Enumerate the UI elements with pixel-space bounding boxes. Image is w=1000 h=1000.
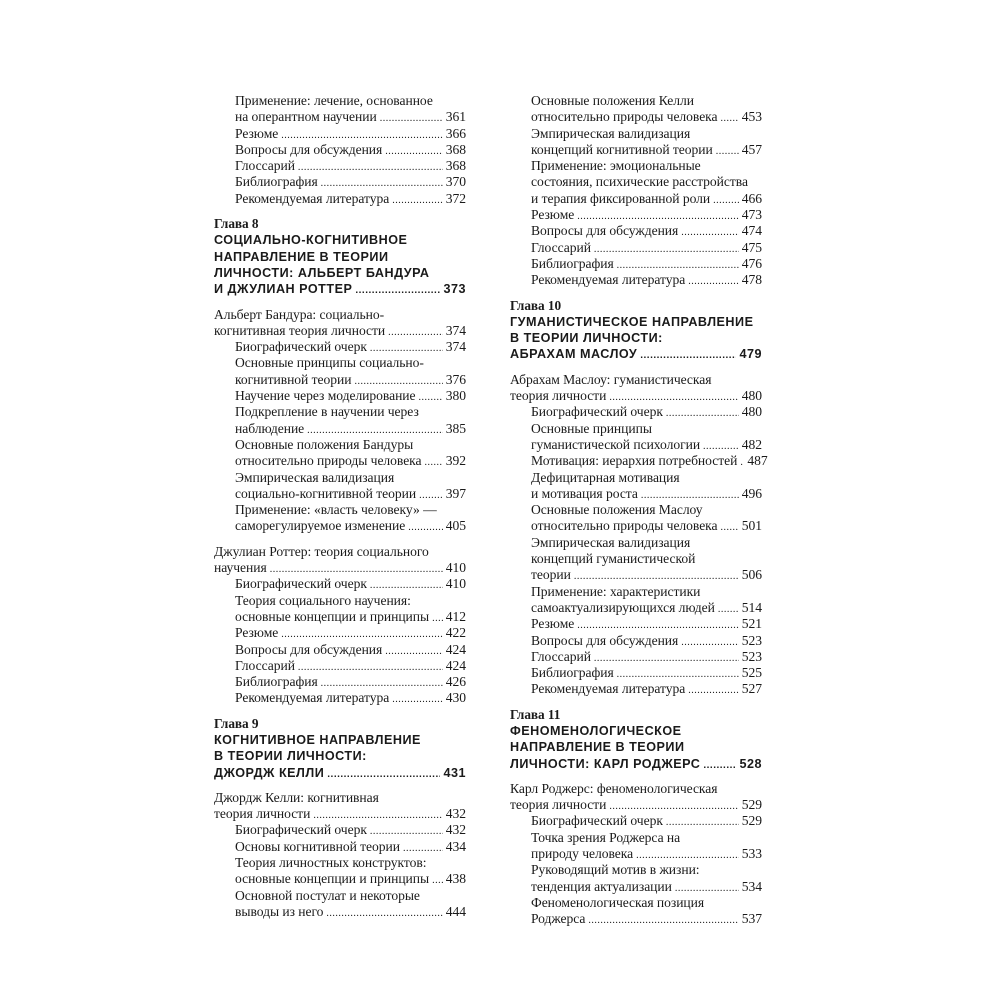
toc-subentry bbox=[510, 830, 762, 846]
toc-subentry bbox=[214, 674, 466, 690]
dot-leader bbox=[385, 144, 443, 160]
page-number: 385 bbox=[445, 420, 466, 436]
dot-leader bbox=[713, 193, 739, 209]
entry-text: когнитивная теория личности bbox=[214, 322, 386, 338]
toc-subentry bbox=[214, 642, 466, 658]
page-number: 380 bbox=[445, 388, 466, 404]
entry-text: Джулиан Роттер: теория социального bbox=[214, 543, 429, 559]
entry-text: теория личности bbox=[510, 388, 607, 404]
page-number: 534 bbox=[741, 878, 762, 894]
page-number: 444 bbox=[445, 903, 466, 919]
entry-text: Биографический очерк bbox=[235, 576, 367, 592]
entry-text: КОГНИТИВНОЕ НАПРАВЛЕНИЕ bbox=[214, 732, 421, 747]
entry-text: теория личности bbox=[510, 797, 607, 813]
page-number: 432 bbox=[445, 806, 466, 822]
entry-text: наблюдение bbox=[235, 420, 305, 436]
toc-subentry bbox=[510, 911, 762, 927]
dot-leader bbox=[388, 325, 443, 341]
toc-subentry bbox=[510, 633, 762, 649]
entry-text: Основные принципы социально- bbox=[235, 355, 424, 371]
dot-leader bbox=[327, 767, 440, 783]
toc-subentry bbox=[510, 502, 762, 518]
dot-leader bbox=[703, 758, 736, 774]
entry-text: Вопросы для обсуждения bbox=[531, 223, 679, 239]
toc-subentry bbox=[214, 658, 466, 674]
toc-subentry bbox=[510, 109, 762, 125]
page-number: 368 bbox=[445, 158, 466, 174]
entry-text: на оперантном научении bbox=[235, 109, 377, 125]
entry-text: Вопросы для обсуждения bbox=[235, 641, 383, 657]
page-number: 361 bbox=[445, 109, 466, 125]
entry-text: В ТЕОРИИ ЛИЧНОСТИ: bbox=[510, 331, 663, 346]
dot-leader bbox=[392, 692, 443, 708]
toc-subentry bbox=[214, 421, 466, 437]
dot-leader bbox=[408, 520, 443, 536]
entry-text: Подкрепление в научении через bbox=[235, 404, 419, 420]
page-number: 424 bbox=[445, 641, 466, 657]
toc-subentry bbox=[510, 256, 762, 272]
page-number: 431 bbox=[443, 765, 466, 780]
dot-leader bbox=[640, 348, 736, 364]
toc-subentry bbox=[510, 240, 762, 256]
toc-subentry bbox=[214, 191, 466, 207]
chapter-title-line bbox=[214, 765, 466, 781]
toc-subentry bbox=[214, 625, 466, 641]
toc-column-right bbox=[510, 93, 768, 928]
entry-text: концепций гуманистической bbox=[531, 551, 696, 567]
page-number: 466 bbox=[741, 190, 762, 206]
page-number: 528 bbox=[739, 756, 762, 771]
toc-subentry bbox=[214, 109, 466, 125]
toc-subentry bbox=[214, 158, 466, 174]
entry-text: теории bbox=[531, 567, 571, 583]
entry-text: когнитивной теории bbox=[235, 371, 352, 387]
toc-subentry bbox=[510, 681, 762, 697]
chapter-title-line bbox=[510, 723, 762, 739]
page-number: 525 bbox=[741, 665, 762, 681]
entry-text: Феноменологическая позиция bbox=[531, 894, 705, 910]
entry-text: Теория личностных конструктов: bbox=[235, 855, 427, 871]
page-number: 410 bbox=[445, 560, 466, 576]
toc-entry bbox=[214, 307, 466, 323]
entry-text: Вопросы для обсуждения bbox=[531, 632, 679, 648]
toc-subentry bbox=[510, 126, 762, 142]
entry-text: АБРАХАМ МАСЛОУ bbox=[510, 347, 638, 362]
toc-subentry bbox=[510, 142, 762, 158]
toc-subentry bbox=[214, 690, 466, 706]
chapter-title-line bbox=[214, 281, 466, 297]
dot-leader bbox=[588, 913, 738, 929]
dot-leader bbox=[298, 660, 443, 676]
entry-text: Основные положения Келли bbox=[531, 93, 694, 108]
page-number: 529 bbox=[741, 797, 762, 813]
dot-leader bbox=[718, 602, 739, 618]
page-number: 476 bbox=[741, 255, 762, 271]
toc-subentry bbox=[510, 421, 762, 437]
page-number: 537 bbox=[741, 911, 762, 927]
toc-subentry bbox=[214, 174, 466, 190]
entry-text: относительно природы человека bbox=[235, 453, 422, 469]
entry-text: Биографический очерк bbox=[531, 813, 663, 829]
entry-text: ГУМАНИСТИЧЕСКОЕ НАПРАВЛЕНИЕ bbox=[510, 314, 754, 329]
toc-subentry bbox=[214, 839, 466, 855]
entry-text: Основные положения Маслоу bbox=[531, 502, 703, 518]
chapter-title-line bbox=[510, 346, 762, 362]
page-number: 514 bbox=[741, 599, 762, 615]
toc-subentry bbox=[214, 576, 466, 592]
dot-leader bbox=[392, 193, 443, 209]
entry-text: Основные положения Бандуры bbox=[235, 436, 414, 452]
toc-subentry bbox=[510, 191, 762, 207]
page-number: 478 bbox=[741, 272, 762, 288]
dot-leader bbox=[385, 644, 443, 660]
entry-text: Резюме bbox=[531, 616, 575, 632]
dot-leader bbox=[740, 455, 744, 471]
toc-entry bbox=[214, 323, 466, 339]
page-number: 487 bbox=[747, 453, 768, 469]
toc-subentry bbox=[510, 846, 762, 862]
page-number: 438 bbox=[445, 871, 466, 887]
page-number: 366 bbox=[445, 125, 466, 141]
page-number: 434 bbox=[445, 838, 466, 854]
toc-subentry bbox=[510, 486, 762, 502]
entry-text: Теория социального научения: bbox=[235, 592, 411, 608]
toc-subentry bbox=[510, 470, 762, 486]
toc-subentry bbox=[510, 437, 762, 453]
toc-subentry bbox=[214, 904, 466, 920]
page-number: 482 bbox=[741, 436, 762, 452]
entry-text: Резюме bbox=[531, 207, 575, 223]
entry-text: ЛИЧНОСТИ: КАРЛ РОДЖЕРС bbox=[510, 756, 701, 771]
entry-text: основные концепции и принципы bbox=[235, 608, 430, 624]
entry-text: относительно природы человека bbox=[531, 518, 718, 534]
entry-text: Руководящий мотив в жизни: bbox=[531, 862, 700, 878]
entry-text: ЛИЧНОСТИ: АЛЬБЕРТ БАНДУРА bbox=[214, 265, 430, 280]
page-number: 533 bbox=[741, 846, 762, 862]
page-number: 430 bbox=[445, 690, 466, 706]
toc-subentry bbox=[510, 551, 762, 567]
page-number: 506 bbox=[741, 567, 762, 583]
entry-text: НАПРАВЛЕНИЕ В ТЕОРИИ bbox=[510, 740, 685, 755]
entry-text: тенденция актуализации bbox=[531, 878, 672, 894]
page-number: 523 bbox=[741, 632, 762, 648]
entry-text: относительно природы человека bbox=[531, 109, 718, 125]
toc-subentry bbox=[510, 207, 762, 223]
entry-text: Библиография bbox=[235, 174, 318, 190]
entry-text: Резюме bbox=[235, 625, 279, 641]
entry-text: ДЖОРДЖ КЕЛЛИ bbox=[214, 765, 325, 780]
toc-subentry bbox=[510, 649, 762, 665]
chapter-title-line bbox=[510, 739, 762, 755]
entry-text: Основные принципы bbox=[531, 420, 652, 436]
toc-subentry bbox=[214, 388, 466, 404]
entry-text: Глоссарий bbox=[531, 239, 591, 255]
toc-subentry bbox=[510, 158, 762, 174]
toc-subentry bbox=[510, 272, 762, 288]
entry-text: научения bbox=[214, 560, 267, 576]
entry-text: Применение: характеристики bbox=[531, 583, 701, 599]
page-number: 374 bbox=[445, 339, 466, 355]
dot-leader bbox=[716, 144, 739, 160]
page-number: 453 bbox=[741, 109, 762, 125]
dot-leader bbox=[688, 274, 739, 290]
dot-leader bbox=[432, 873, 443, 889]
page-number: 397 bbox=[445, 485, 466, 501]
page-number: 392 bbox=[445, 453, 466, 469]
page-number: 376 bbox=[445, 371, 466, 387]
page-number: 432 bbox=[445, 822, 466, 838]
dot-leader bbox=[721, 111, 739, 127]
page-number: 424 bbox=[445, 657, 466, 673]
toc-subentry bbox=[510, 584, 762, 600]
entry-text: Рекомендуемая литература bbox=[531, 272, 686, 288]
page-number: 480 bbox=[741, 404, 762, 420]
page-number: 496 bbox=[741, 485, 762, 501]
entry-text: Точка зрения Роджерса на bbox=[531, 829, 681, 845]
toc-subentry bbox=[214, 453, 466, 469]
dot-leader bbox=[594, 242, 739, 258]
dot-leader bbox=[355, 283, 440, 299]
entry-text: и терапия фиксированной роли bbox=[531, 190, 711, 206]
toc-subentry bbox=[510, 862, 762, 878]
chapter-title-line bbox=[214, 748, 466, 764]
toc-subentry bbox=[214, 822, 466, 838]
entry-text: Роджерса bbox=[531, 911, 586, 927]
dot-leader bbox=[380, 111, 443, 127]
dot-leader bbox=[425, 455, 443, 471]
page-number: 474 bbox=[741, 223, 762, 239]
page-number: 523 bbox=[741, 648, 762, 664]
page-number: 368 bbox=[445, 141, 466, 157]
page-number: 521 bbox=[741, 616, 762, 632]
dot-leader bbox=[681, 635, 739, 651]
entry-text: Эмпирическая валидизация bbox=[531, 534, 691, 550]
chapter-title-line bbox=[510, 330, 762, 346]
toc-subentry bbox=[510, 174, 762, 190]
toc-entry bbox=[214, 806, 466, 822]
toc-entry bbox=[214, 544, 466, 560]
entry-text: Глава 10 bbox=[510, 297, 562, 313]
entry-text: Основы когнитивной теории bbox=[235, 838, 400, 854]
entry-text: Глоссарий bbox=[235, 657, 295, 673]
page-number: 373 bbox=[443, 282, 466, 297]
chapter-title-line bbox=[510, 756, 762, 772]
toc-entry bbox=[510, 781, 762, 797]
entry-text: Вопросы для обсуждения bbox=[235, 141, 383, 157]
entry-text: Рекомендуемая литература bbox=[235, 190, 390, 206]
toc-subentry bbox=[510, 895, 762, 911]
entry-text: теория личности bbox=[214, 806, 311, 822]
entry-text: Глава 11 bbox=[510, 706, 561, 722]
chapter-title-line bbox=[214, 232, 466, 248]
toc-subentry bbox=[510, 535, 762, 551]
toc-subentry bbox=[214, 355, 466, 371]
toc-subentry bbox=[214, 372, 466, 388]
toc-entry bbox=[214, 560, 466, 576]
entry-text: Эмпирическая валидизация bbox=[531, 125, 691, 141]
entry-text: ФЕНОМЕНОЛОГИЧЕСКОЕ bbox=[510, 723, 682, 738]
dot-leader bbox=[681, 225, 739, 241]
entry-text: Научение через моделирование bbox=[235, 388, 416, 404]
dot-leader bbox=[298, 160, 443, 176]
toc-subentry bbox=[214, 126, 466, 142]
entry-text: В ТЕОРИИ ЛИЧНОСТИ: bbox=[214, 749, 367, 764]
page-number: 412 bbox=[445, 608, 466, 624]
page-number: 473 bbox=[741, 207, 762, 223]
chapter-number bbox=[214, 716, 466, 732]
entry-text: саморегулируемое изменение bbox=[235, 518, 406, 534]
toc-subentry bbox=[510, 404, 762, 420]
page-number: 422 bbox=[445, 625, 466, 641]
toc-subentry bbox=[214, 93, 466, 109]
dot-leader bbox=[721, 520, 739, 536]
toc-entry bbox=[510, 388, 762, 404]
page-number: 501 bbox=[741, 518, 762, 534]
entry-text: Резюме bbox=[235, 125, 279, 141]
chapter-title-line bbox=[510, 314, 762, 330]
toc-subentry bbox=[510, 879, 762, 895]
page-number: 479 bbox=[739, 347, 762, 362]
entry-text: и мотивация роста bbox=[531, 485, 638, 501]
chapter-title-line bbox=[214, 249, 466, 265]
entry-text: Библиография bbox=[235, 674, 318, 690]
entry-text: Дефицитарная мотивация bbox=[531, 469, 680, 485]
entry-text: самоактуализирующихся людей bbox=[531, 599, 715, 615]
toc-subentry bbox=[510, 93, 762, 109]
toc-subentry bbox=[214, 888, 466, 904]
page-number: 372 bbox=[445, 190, 466, 206]
entry-text: гуманистической психологии bbox=[531, 436, 701, 452]
toc-subentry bbox=[214, 609, 466, 625]
chapter-title-line bbox=[214, 265, 466, 281]
entry-text: Рекомендуемая литература bbox=[235, 690, 390, 706]
page-number: 426 bbox=[445, 674, 466, 690]
entry-text: Джордж Келли: когнитивная bbox=[214, 789, 379, 805]
page-number: 370 bbox=[445, 174, 466, 190]
page-number: 527 bbox=[741, 681, 762, 697]
chapter-number bbox=[214, 216, 466, 232]
entry-text: Глава 9 bbox=[214, 715, 259, 731]
toc-entry bbox=[510, 797, 762, 813]
entry-text: Рекомендуемая литература bbox=[531, 681, 686, 697]
page-number: 480 bbox=[741, 388, 762, 404]
toc-column-left bbox=[214, 93, 466, 920]
toc-subentry bbox=[214, 404, 466, 420]
toc-subentry bbox=[214, 486, 466, 502]
toc-entry bbox=[510, 372, 762, 388]
toc-subentry bbox=[510, 600, 762, 616]
entry-text: Биографический очерк bbox=[235, 339, 367, 355]
entry-text: Биографический очерк bbox=[235, 822, 367, 838]
toc-subentry bbox=[510, 518, 762, 534]
toc-subentry bbox=[214, 502, 466, 518]
toc-entry bbox=[214, 790, 466, 806]
entry-text: Применение: «власть человеку» — bbox=[235, 502, 437, 518]
entry-text: состояния, психические расстройства bbox=[531, 174, 748, 190]
entry-text: Альберт Бандура: социально- bbox=[214, 306, 385, 322]
toc-subentry bbox=[510, 813, 762, 829]
chapter-number bbox=[510, 298, 762, 314]
entry-text: Карл Роджерс: феноменологическая bbox=[510, 780, 718, 796]
dot-leader bbox=[688, 683, 739, 699]
page-number: 457 bbox=[741, 141, 762, 157]
chapter-number bbox=[510, 707, 762, 723]
entry-text: Применение: лечение, основанное bbox=[235, 93, 433, 108]
entry-text: основные концепции и принципы bbox=[235, 871, 430, 887]
toc-subentry bbox=[214, 518, 466, 534]
dot-leader bbox=[432, 611, 443, 627]
toc-subentry bbox=[214, 470, 466, 486]
entry-text: Глоссарий bbox=[235, 158, 295, 174]
toc-subentry bbox=[214, 871, 466, 887]
toc-subentry bbox=[510, 453, 768, 469]
entry-text: Глоссарий bbox=[531, 648, 591, 664]
entry-text: концепций когнитивной теории bbox=[531, 141, 713, 157]
toc-subentry bbox=[510, 616, 762, 632]
dot-leader bbox=[594, 651, 739, 667]
entry-text: социально-когнитивной теории bbox=[235, 485, 417, 501]
entry-text: Библиография bbox=[531, 665, 614, 681]
toc-subentry bbox=[510, 223, 762, 239]
entry-text: Основной постулат и некоторые bbox=[235, 887, 420, 903]
page-number: 475 bbox=[741, 239, 762, 255]
chapter-title-line bbox=[214, 732, 466, 748]
toc-subentry bbox=[214, 142, 466, 158]
entry-text: выводы из него bbox=[235, 903, 324, 919]
dot-leader bbox=[326, 906, 442, 922]
page-number: 529 bbox=[741, 813, 762, 829]
entry-text: НАПРАВЛЕНИЕ В ТЕОРИИ bbox=[214, 249, 389, 264]
page-number: 410 bbox=[445, 576, 466, 592]
toc-subentry bbox=[510, 567, 762, 583]
toc-subentry bbox=[214, 437, 466, 453]
dot-leader bbox=[666, 406, 739, 422]
toc-subentry bbox=[214, 593, 466, 609]
toc-subentry bbox=[214, 855, 466, 871]
entry-text: И ДЖУЛИАН РОТТЕР bbox=[214, 282, 353, 297]
dot-leader bbox=[419, 390, 443, 406]
entry-text: Абрахам Маслоу: гуманистическая bbox=[510, 371, 712, 387]
page-number: 374 bbox=[445, 322, 466, 338]
entry-text: Эмпирическая валидизация bbox=[235, 469, 395, 485]
entry-text: Мотивация: иерархия потребностей bbox=[531, 453, 738, 469]
entry-text: Библиография bbox=[531, 255, 614, 271]
entry-text: Глава 8 bbox=[214, 216, 259, 232]
entry-text: Биографический очерк bbox=[531, 404, 663, 420]
entry-text: СОЦИАЛЬНО-КОГНИТИВНОЕ bbox=[214, 233, 408, 248]
entry-text: природу человека bbox=[531, 846, 634, 862]
entry-text: Применение: эмоциональные bbox=[531, 158, 701, 174]
toc-subentry bbox=[510, 665, 762, 681]
toc-subentry bbox=[214, 339, 466, 355]
page-number: 405 bbox=[445, 518, 466, 534]
